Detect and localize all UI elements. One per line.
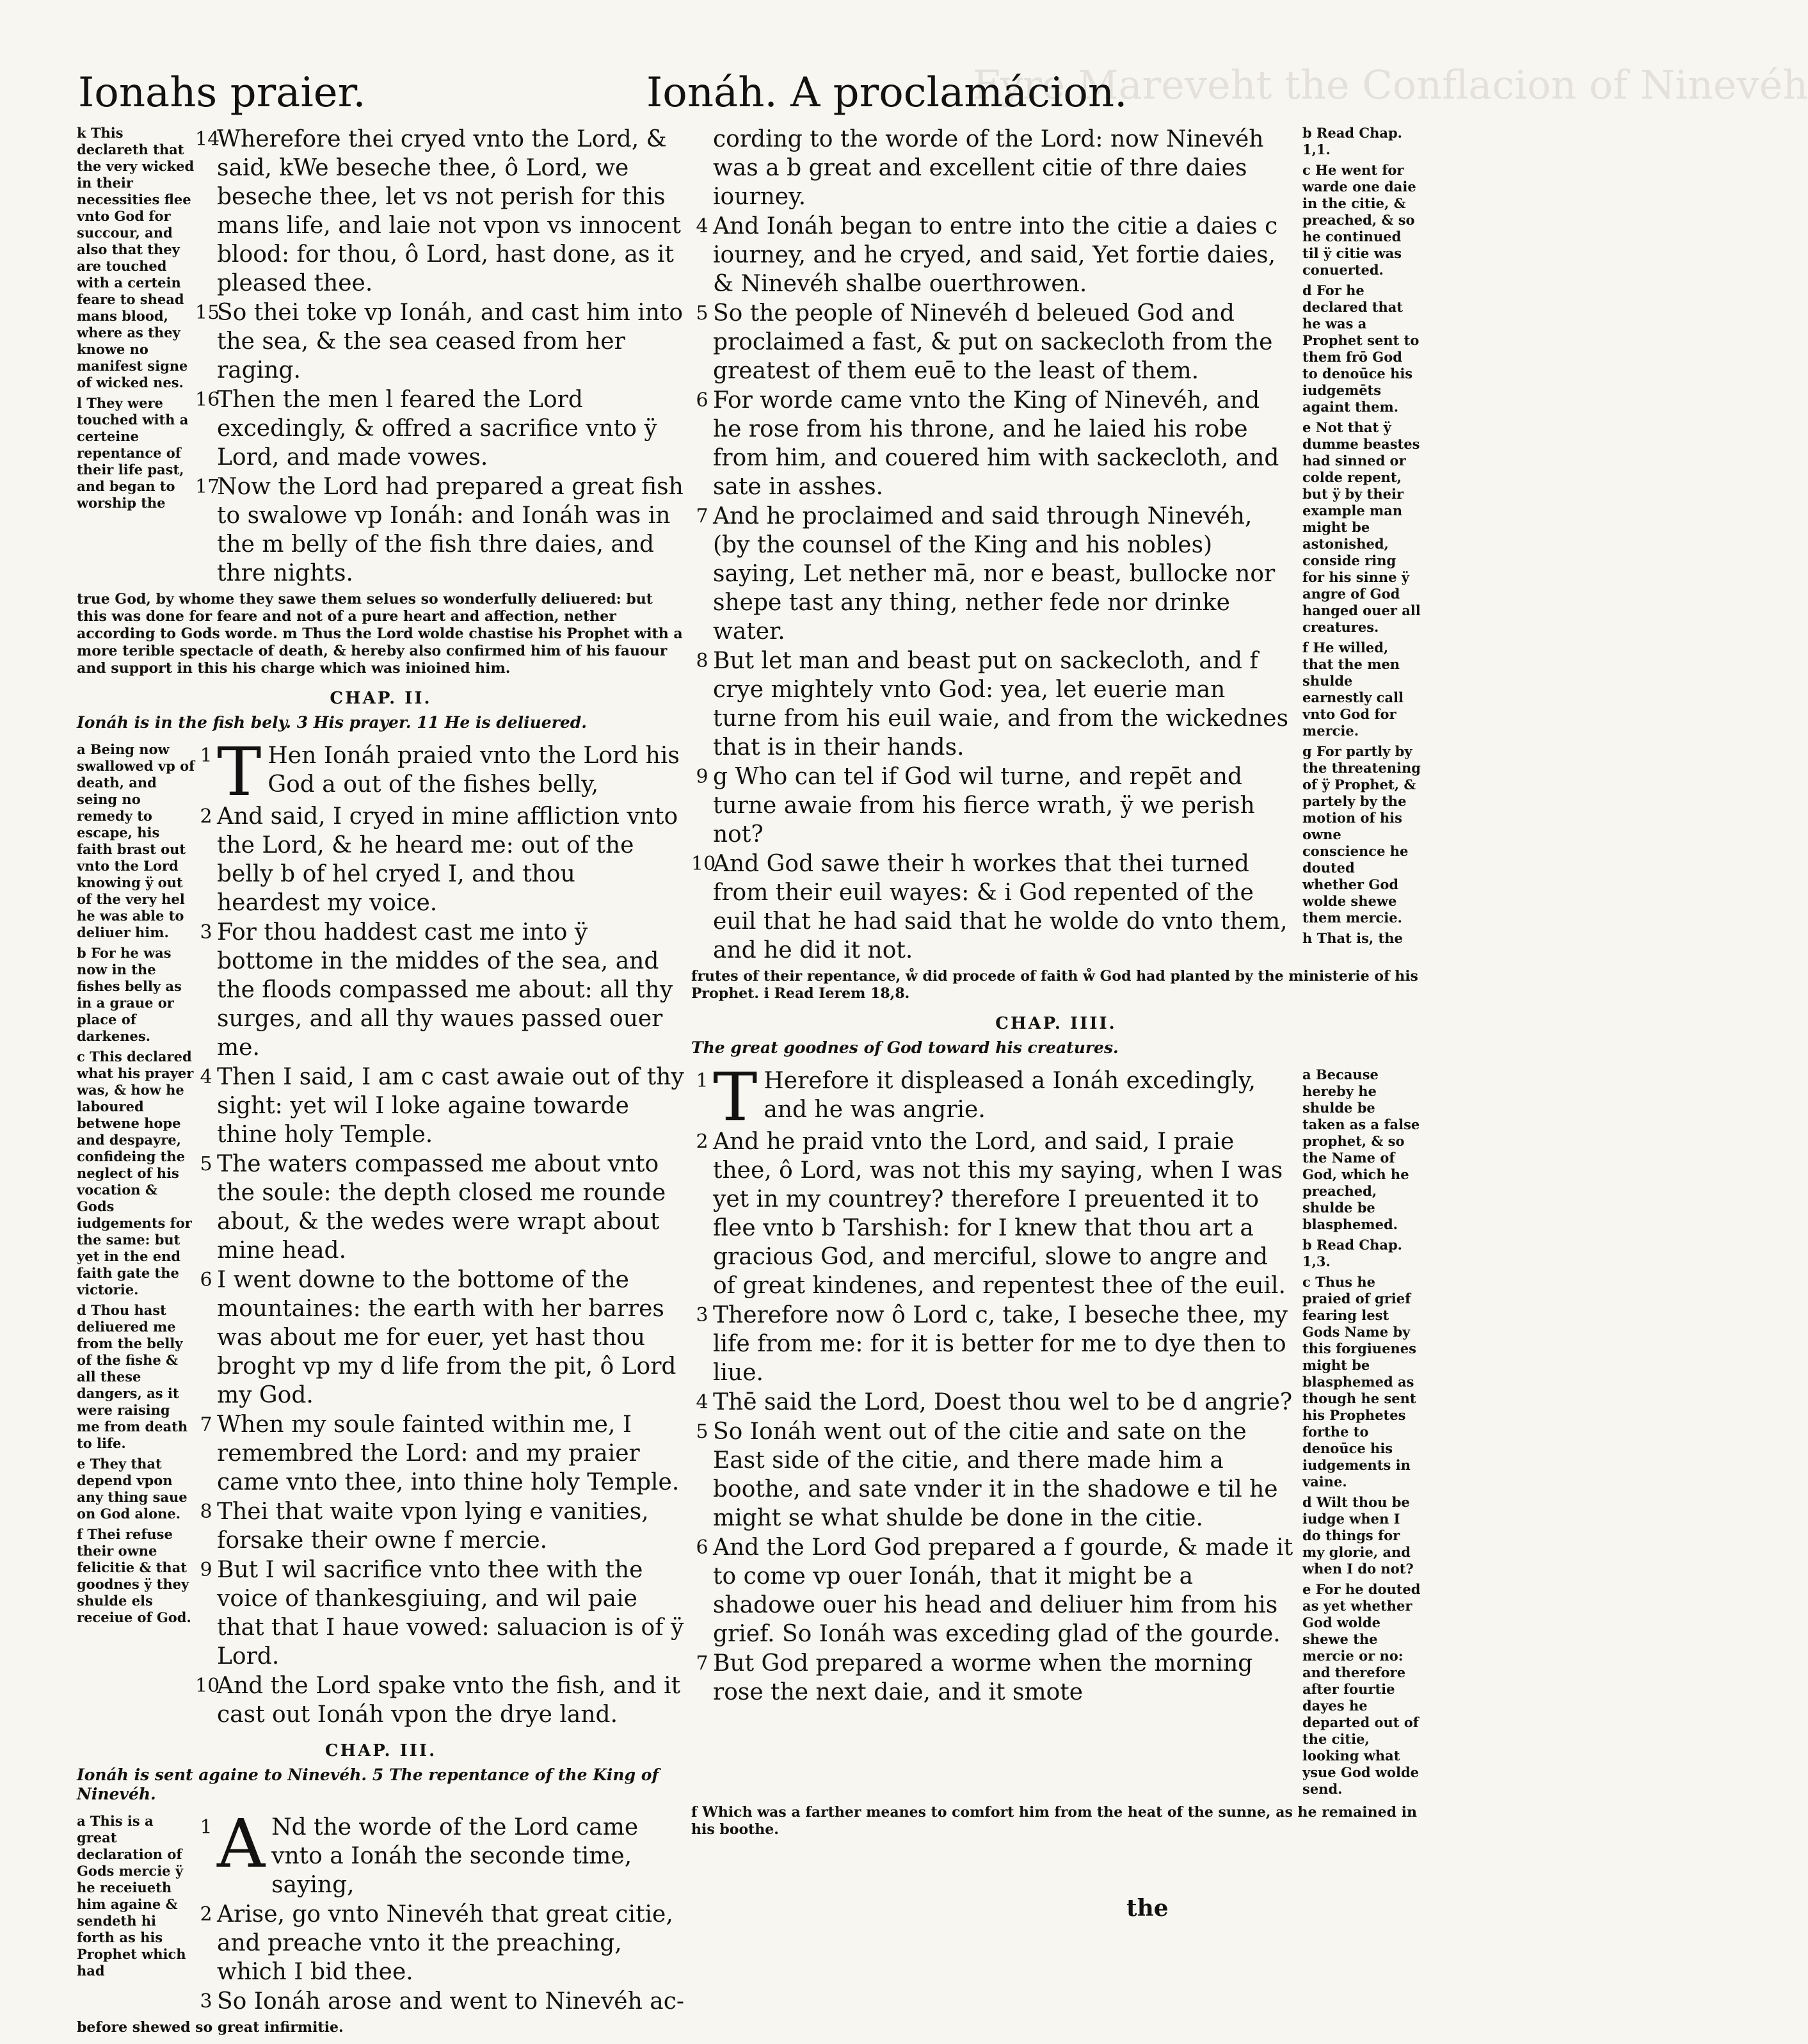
verse-number: 3: [200, 1990, 212, 2013]
chapter3-start-note: a This is a great declaration of Gods mercie ÿ he receiueth him againe & sendeth hi forth as his Prophet which had: [77, 1813, 186, 1979]
verse-number: 7: [696, 505, 708, 527]
verse-text: [217, 918, 685, 1062]
verse: [195, 733, 685, 811]
verse-text: [713, 1058, 1295, 1136]
drop-cap: T: [713, 1058, 758, 1136]
verse-number: 14: [195, 128, 220, 150]
verse: [691, 299, 1295, 385]
chapter3-title: CHAP. III.: [324, 1741, 437, 1760]
verse-number: 2: [200, 805, 212, 828]
verse: [195, 1987, 685, 2016]
verse-text: [217, 385, 685, 472]
verse: [691, 647, 1295, 762]
chapter1-footnote-continuation: true God, by whome they sawe them selues so wonderfully deliuered: but this was done for feare and not of a pure heart and affection, nether according to Gods worde. m Thus the Lord wolde chastise his Prophet with a more terible spectacle of death, & hereby also confirmed him of his fauour and support in this his charge which was inioined him.: [77, 591, 683, 677]
verse-body: Thei that waite vpon lying e vanities, forsake their owne f mercie.: [217, 1499, 649, 1554]
verse-number: 2: [696, 1131, 708, 1153]
verse-number: 1: [200, 744, 212, 767]
verse: [691, 502, 1295, 646]
verse-number: 17: [195, 476, 220, 498]
verse: [691, 1649, 1295, 1707]
verse-text: [713, 1417, 1295, 1533]
chapter3-argument: Ionáh is sent againe to Ninevéh. 5 The repentance of the King of Ninevéh.: [77, 1766, 659, 1803]
verse: [691, 125, 1295, 211]
verse-body: Then I said, I am c cast awaie out of thy sight: yet wil I loke againe towarde thine holy Temple.: [217, 1064, 684, 1148]
verse-body: So the people of Ninevéh d beleued God and proclaimed a fast, & put on sackecloth from the greatest of them euē to the least of them.: [713, 300, 1273, 384]
chapter3-cont-note: h That is, the: [1302, 930, 1403, 946]
verse-text: [217, 1900, 685, 1986]
verse-body: Now the Lord had prepared a great fish to swalowe vp Ionáh: and Ionáh was in the m belly of the fish thre daies, and thre nights.: [217, 474, 684, 586]
verse-number: 7: [200, 1413, 212, 1436]
chapter2: [77, 733, 685, 1730]
chapter1-end-notes: [77, 125, 195, 515]
catchword: the: [1126, 1895, 1169, 1922]
chapter3-cont-notes: [1302, 125, 1421, 951]
chapter3-cont-note: d For he declared that he was a Prophet sent to them frō God to denoūce his iudgemēts againt them.: [1302, 282, 1420, 415]
chapter2-note: f Thei refuse their owne felicitie & that goodnes ÿ they shulde els receiue of God.: [77, 1526, 191, 1625]
verse-body: And he praid vnto the Lord, and said, I praie thee, ô Lord, was not this my saying, when I was yet in my countrey? therefore I preuented it to flee vnto b Tarshish: for I knew that thou art a gracious God, and merciful, slowe to angre and of great kindenes, and repentest thee of the euil.: [713, 1129, 1286, 1299]
chapter1-end-verses: [195, 125, 685, 588]
verse: [195, 1410, 685, 1497]
verse-text: [713, 212, 1295, 298]
chapter1-end-note: k This declareth that the very wicked in their necessities flee vnto God for succour, and also that they are touched with a certein feare to shead mans blood, where as they knowe no manifest signe of wicked nes.: [77, 125, 195, 390]
verse: [195, 472, 685, 588]
verse-number: 10: [691, 853, 716, 875]
verse-number: 5: [696, 302, 708, 325]
verse-text: [217, 472, 685, 588]
verse-number: 4: [696, 1391, 708, 1413]
chapter3-cont-note: e Not that ÿ dumme beastes had sinned or colde repent, but ÿ by their example man might be astonished, conside ring for his sinne ÿ angre of God hanged ouer all creatures.: [1302, 419, 1421, 635]
chapter1-end-note: l They were touched with a certeine repentance of their life past, and began to worship the: [77, 395, 189, 511]
chapter3-cont-note: g For partly by the threatening of ÿ Prophet, & partely by the motion of his owne conscience he douted whether God wolde shewe them mercie.: [1302, 743, 1421, 926]
verse-text: [217, 1671, 685, 1729]
verse-body: g Who can tel if God wil turne, and repēt and turne awaie from his fierce wrath, ÿ we perish not?: [713, 764, 1255, 848]
verse-text: [713, 386, 1295, 501]
verse-body: But I wil sacrifice vnto thee with the voice of thankesgiuing, and wil paie that that I haue vowed: saluacion is of ÿ Lord.: [217, 1557, 684, 1670]
verse-body: For thou haddest cast me into ÿ bottome in the middes of the sea, and the floods compassed me about: all thy surges, and all thy waues passed ouer me.: [217, 919, 673, 1061]
verse-number: 5: [696, 1420, 708, 1443]
verse-text: [713, 849, 1295, 965]
chapter3-cont-note: b Read Chap. 1,1.: [1302, 125, 1402, 157]
verse-text: [217, 1410, 685, 1497]
verse-body: So thei toke vp Ionáh, and cast him into the sea, & the sea ceased from her raging.: [217, 300, 684, 383]
verse-number: 6: [696, 1536, 708, 1559]
verse-number: 16: [195, 389, 220, 411]
verse-text: [217, 1063, 685, 1149]
chapter4-notes: [1302, 1066, 1421, 1801]
chapter4-note: a Because hereby he shulde be taken as a false prophet, & so the Name of God, which he preached, shulde be blasphemed.: [1302, 1066, 1420, 1232]
verse-body: Thē said the Lord, Doest thou wel to be d angrie?: [713, 1389, 1293, 1415]
verse-text: [217, 1497, 685, 1555]
verse-body: Therefore now ô Lord c, take, I beseche thee, my life from me: for it is better for me to dye then to liue.: [713, 1302, 1288, 1386]
verse-body: So Ionáh arose and went to Ninevéh ac-: [217, 1988, 685, 2015]
chapter2-note: a Being now swallowed vp of death, and seing no remedy to escape, his faith brast out vnto the Lord knowing ÿ out of the very hel he was able to deliuer him.: [77, 741, 195, 940]
drop-cap: A: [217, 1805, 266, 1883]
chapter4-footnote-continuation: f Which was a farther meanes to comfort him from the heat of the sunne, as he remained in his boothe.: [691, 1804, 1418, 1838]
chapter3-footnote-continuation: before shewed so great infirmitie.: [77, 2019, 344, 2036]
verse-number: 7: [696, 1652, 708, 1675]
verse: [691, 1301, 1295, 1387]
verse-text: [217, 1150, 685, 1265]
left-column: [77, 125, 685, 2044]
verse-body: Arise, go vnto Ninevéh that great citie, and preache vnto it the preaching, which I bid thee.: [217, 1901, 673, 1985]
chapter2-notes: [77, 741, 195, 1630]
verse-text: [217, 298, 685, 385]
bleed-through-text: Fyre Mareveht the Conflacion of Ninevéh: [973, 61, 1808, 108]
verse: [691, 1127, 1295, 1300]
verse-body: I went downe to the bottome of the mountaines: the earth with her barres was about me for euer, yet hast thou broght vp my d life from the pit, ô Lord my God.: [217, 1267, 676, 1408]
chapter2-note: c This declared what his prayer was, & how he laboured betwene hope and despayre, confideing the neglect of his vocation & Gods iudgements for the same: but yet in the end faith gate the victorie.: [77, 1049, 194, 1298]
chapter4-argument: The great goodnes of God toward his creatures.: [691, 1038, 1119, 1057]
chapter4: [691, 1058, 1421, 1801]
verse-text: [217, 1805, 685, 1899]
running-head-left: Ionahs praier.: [78, 69, 366, 117]
verse: [195, 802, 685, 917]
verse: [195, 1900, 685, 1986]
verse-body: And God sawe their h workes that thei turned from their euil wayes: & i God repented of the euil that he had said that he wolde do vnto them, and he did it not.: [713, 851, 1288, 963]
verse: [691, 1058, 1295, 1136]
verse-text: [713, 502, 1295, 646]
drop-cap: T: [217, 733, 262, 811]
verse-body: Hen Ionáh praied vnto the Lord his God a out of the fishes belly,: [268, 743, 680, 798]
verse-text: [713, 1649, 1295, 1707]
verse: [691, 1533, 1295, 1648]
verse-body: But God prepared a worme when the morning rose the next daie, and it smote: [713, 1650, 1253, 1705]
chapter2-note: e They that depend vpon any thing saue on God alone.: [77, 1456, 188, 1522]
verse: [195, 918, 685, 1062]
verse-body: Nd the worde of the Lord came vnto a Ionáh the seconde time, saying,: [271, 1814, 639, 1898]
verse-number: 1: [200, 1816, 212, 1839]
chapter4-note: e For he douted as yet whether God wolde shewe the mercie or no: and therefore after fourtie dayes he departed out of the citie, looking what ysue God wolde send.: [1302, 1581, 1421, 1797]
verse-text: [713, 647, 1295, 762]
chapter2-argument: Ionáh is in the fish bely. 3 His prayer. 11 He is deliuered.: [77, 713, 587, 732]
verse: [691, 1417, 1295, 1533]
chapter1-end: [77, 125, 685, 588]
verse-number: 9: [200, 1559, 212, 1581]
verse-number: 10: [195, 1675, 220, 1697]
chapter4-verses: [691, 1058, 1295, 1707]
verse-body: And he proclaimed and said through Ninevéh, (by the counsel of the King and his nobles) saying, Let nether mā, nor e beast, bullocke nor shepe tast any thing, nether fede nor drinke water.: [713, 503, 1276, 645]
verse-body: The waters compassed me about vnto the soule: the depth closed me rounde about, & the wedes were wrapt about mine head.: [217, 1151, 666, 1264]
verse-body: But let man and beast put on sackecloth, and f crye mightely vnto God: yea, let euerie man turne from his euil waie, and from the wickednes that is in their hands.: [713, 648, 1289, 760]
verse-number: 6: [200, 1269, 212, 1291]
verse-number: 2: [200, 1903, 212, 1926]
chapter3-cont-note: f He willed, that the men shulde earnestly call vnto God for mercie.: [1302, 640, 1404, 739]
verse-body: So Ionáh went out of the citie and sate on the East side of the citie, and there made him a boothe, and sate vnder it in the shadowe e til he might se what shulde be done in the citie.: [713, 1419, 1278, 1531]
verse: [195, 125, 685, 298]
verse-body: And said, I cryed in mine affliction vnto the Lord, & he heard me: out of the belly b of hel cryed I, and thou heardest my voice.: [217, 803, 678, 916]
verse-text: [713, 762, 1295, 849]
verse-text: [217, 733, 685, 811]
verse: [195, 298, 685, 385]
chapter2-verses: [195, 733, 685, 1730]
verse-number: 8: [696, 650, 708, 672]
verse-body: And the Lord spake vnto the fish, and it cast out Ionáh vpon the drye land.: [217, 1673, 681, 1728]
chapter3-start-notes: [77, 1813, 195, 1983]
verse-text: [217, 802, 685, 917]
verse-number: 6: [696, 389, 708, 412]
running-head-right: Ionáh. A proclamácion.: [646, 69, 1128, 117]
verse: [195, 1150, 685, 1265]
chapter3-start: [77, 1805, 685, 2016]
verse-body: For worde came vnto the King of Ninevéh, and he rose from his throne, and he laied his robe from him, and couered him with sackecloth, and sate in asshes.: [713, 387, 1279, 500]
chapter4-note: d Wilt thou be iudge when I do things for my glorie, and when I do not?: [1302, 1494, 1414, 1577]
verse-body: Then the men l feared the Lord excedingly, & offred a sacrifice vnto ÿ Lord, and made vowes.: [217, 387, 657, 471]
verse-number: 4: [696, 215, 708, 237]
verse-text: [713, 1301, 1295, 1387]
verse-text: [713, 125, 1295, 211]
verse: [195, 1556, 685, 1671]
verse: [691, 849, 1295, 965]
verse-text: [217, 1987, 685, 2016]
right-column: [691, 125, 1421, 1846]
verse-body: Wherefore thei cryed vnto the Lord, & said, kWe beseche thee, ô Lord, we beseche thee, let vs not perish for this mans life, and laie not vpon vs innocent blood: for thou, ô Lord, hast done, as it pleased thee.: [217, 126, 682, 296]
verse-body: When my soule fainted within me, I remembred the Lord: and my praier came vnto thee, into thine holy Temple.: [217, 1412, 680, 1495]
verse-number: 3: [696, 1304, 708, 1326]
verse: [691, 762, 1295, 849]
chapter3-cont-note: c He went for warde one daie in the citie, & preached, & so he continued til ÿ citie was conuerted.: [1302, 162, 1416, 278]
verse-text: [713, 1388, 1295, 1417]
chapter3-start-verses: [195, 1805, 685, 2016]
chapter4-note: c Thus he praied of grief fearing lest Gods Name by this forgiuenes might be blasphemed as though he sent his Prophetes forthe to denoūce his iudgements in vaine.: [1302, 1274, 1416, 1490]
verse-number: 8: [200, 1501, 212, 1523]
verse-text: [217, 125, 685, 298]
chapter3-right-footnote: frutes of their repentance, ẘ did procede of faith ẘ God had planted by the ministerie of his Prophet. i Read Ierem 18,8.: [691, 968, 1418, 1002]
chapter2-note: b For he was now in the fishes belly as in a graue or place of darkenes.: [77, 945, 182, 1044]
verse-body: And the Lord God prepared a f gourde, & made it to come vp ouer Ionáh, that it might be a shadowe ouer his head and deliuer him from his grief. So Ionáh was exceding glad of the gourde.: [713, 1534, 1293, 1647]
chapter3-cont: [691, 125, 1421, 965]
verse-text: [217, 1266, 685, 1410]
verse-number: 3: [200, 921, 212, 944]
verse-body: Herefore it displeased a Ionáh excedingly, and he was angrie.: [764, 1068, 1256, 1123]
verse-number: 9: [696, 766, 708, 788]
verse: [691, 386, 1295, 501]
verse: [195, 1805, 685, 1899]
verse-text: [713, 1127, 1295, 1300]
chapter3-cont-verses: [691, 125, 1295, 965]
verse: [691, 1388, 1295, 1417]
verse-text: [713, 1533, 1295, 1648]
verse: [195, 1497, 685, 1555]
verse-number: 1: [696, 1070, 708, 1092]
verse-number: 15: [195, 302, 220, 324]
verse-number: 5: [200, 1153, 212, 1175]
chapter2-title: CHAP. II.: [330, 689, 432, 708]
verse: [691, 212, 1295, 298]
verse-text: [713, 299, 1295, 385]
chapter2-note: d Thou hast deliuered me from the belly of the fishe & all these dangers, as it were raising me from death to life.: [77, 1302, 188, 1451]
verse: [195, 385, 685, 472]
verse-number: 4: [200, 1066, 212, 1088]
verse: [195, 1671, 685, 1729]
verse-text: [217, 1556, 685, 1671]
verse-body: cording to the worde of the Lord: now Ninevéh was a b great and excellent citie of thre daies iourney.: [713, 126, 1264, 210]
chapter4-note: b Read Chap. 1,3.: [1302, 1237, 1402, 1269]
verse-body: And Ionáh began to entre into the citie a daies c iourney, and he cryed, and said, Yet fortie daies, & Ninevéh shalbe ouerthrowen.: [713, 213, 1278, 297]
verse: [195, 1266, 685, 1410]
verse: [195, 1063, 685, 1149]
chapter4-title: CHAP. IIII.: [995, 1014, 1117, 1033]
